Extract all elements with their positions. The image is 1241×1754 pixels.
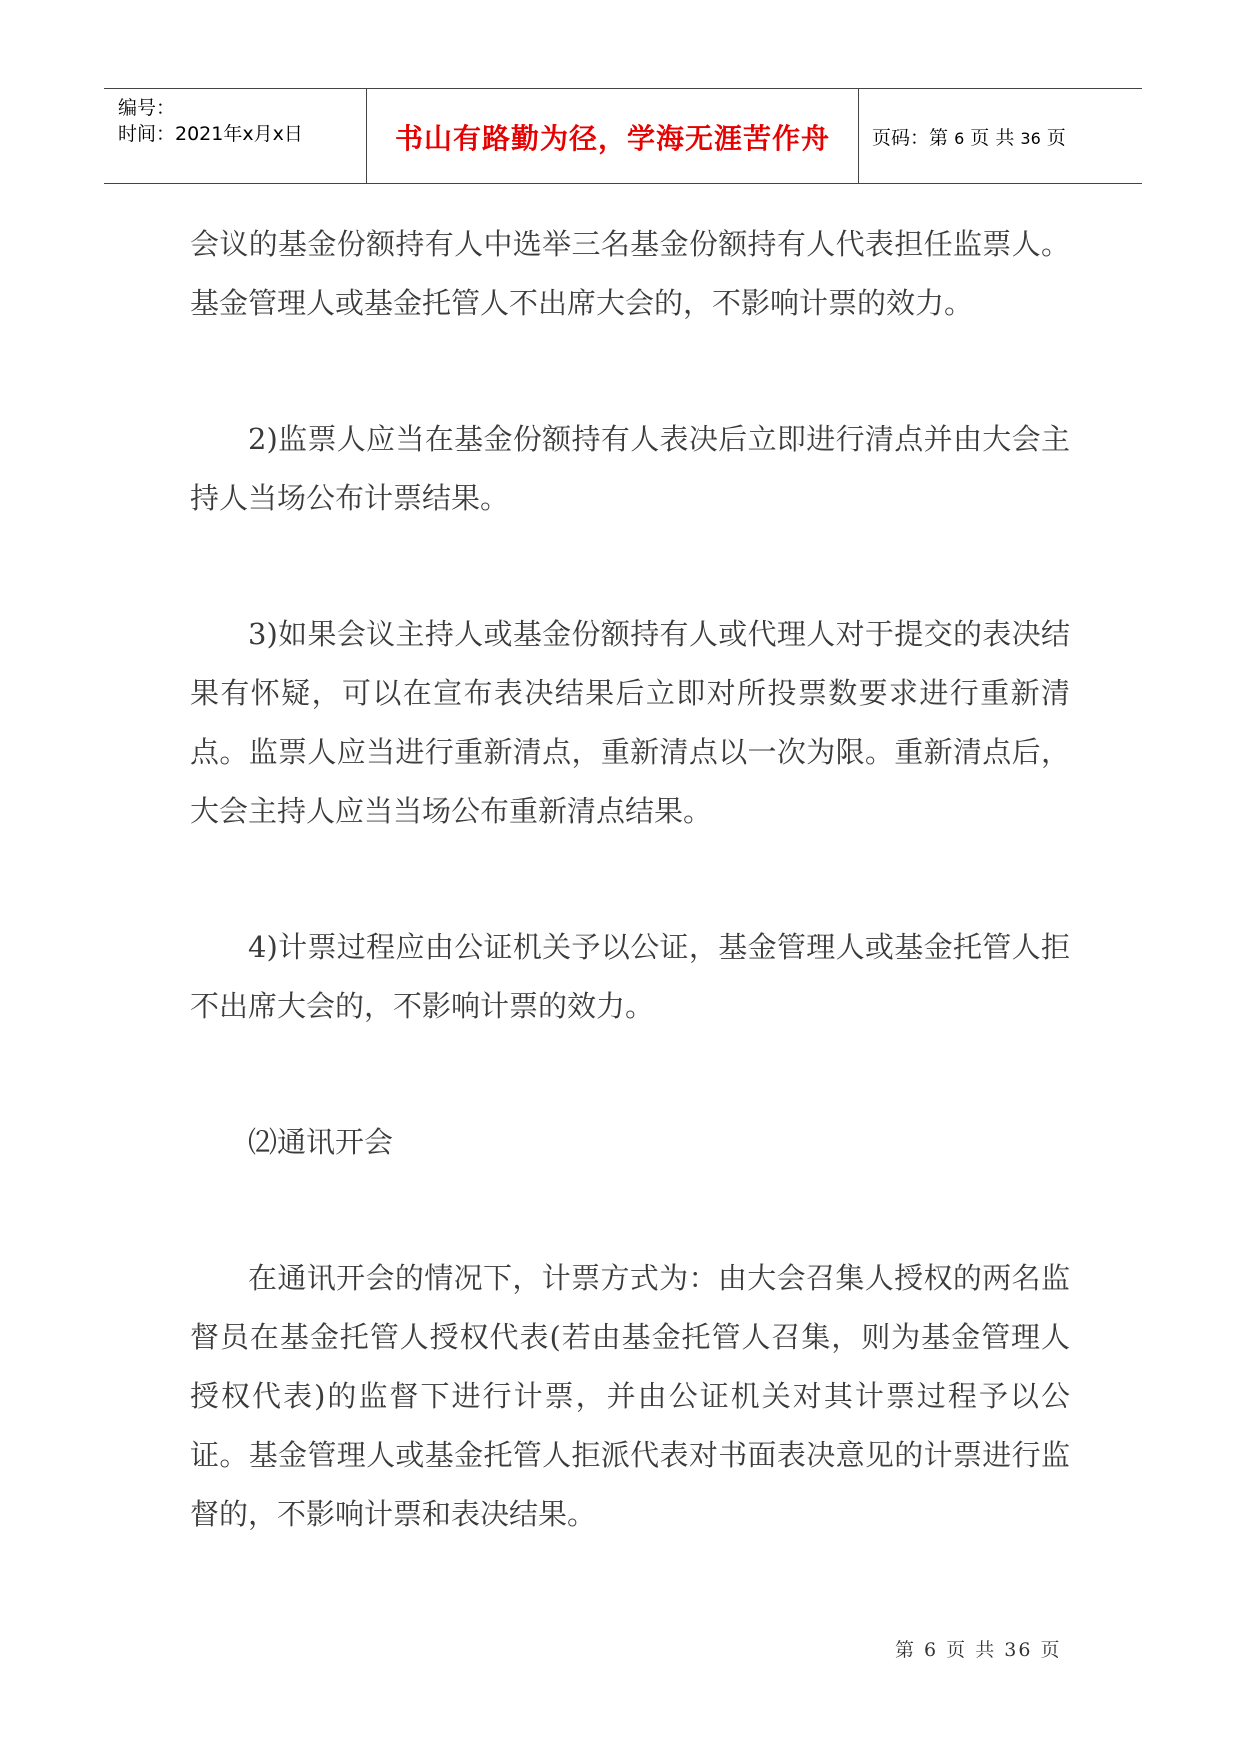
paragraph: 3)如果会议主持人或基金份额持有人或代理人对于提交的表决结果有怀疑，可以在宣布表决结果后立即对所投票数要求进行重新清点。监票人应当进行重新清点，重新清点以一次为限。重新清点后，大会主持人应当当场公布重新清点结果。 bbox=[190, 617, 1070, 828]
paragraph: 2)监票人应当在基金份额持有人表决后立即进行清点并由大会主持人当场公布计票结果。 bbox=[190, 422, 1070, 515]
header-motto: 书山有路勤为径，学海无涯苦作舟 bbox=[394, 122, 830, 155]
section-heading: ⑵通讯开会 bbox=[248, 1125, 394, 1159]
date-label: 时间：2021年x月x日 bbox=[118, 123, 303, 145]
document-body bbox=[190, 215, 1070, 1621]
page-suffix: 页 bbox=[1046, 127, 1066, 149]
page-total: 36 bbox=[1020, 129, 1041, 148]
page-footer: 第 6 页 共 36 页 bbox=[895, 1639, 1062, 1661]
paragraph: 在通讯开会的情况下，计票方式为：由大会召集人授权的两名监督员在基金托管人授权代表(若由基金托管人召集，则为基金管理人授权代表)的监督下进行计票，并由公证机关对其计票过程予以公证。基金管理人或基金托管人拒派代表对书面表决意见的计票进行监督的，不影响计票和表决结果。 bbox=[190, 1261, 1070, 1531]
page-header bbox=[104, 88, 1142, 184]
header-meta bbox=[118, 95, 303, 147]
page-prefix: 页码：第 bbox=[872, 127, 949, 149]
paragraph: 4)计票过程应由公证机关予以公证，基金管理人或基金托管人拒不出席大会的，不影响计票的效力。 bbox=[190, 930, 1070, 1023]
paragraph: 会议的基金份额持有人中选举三名基金份额持有人代表担任监票人。基金管理人或基金托管人不出席大会的，不影响计票的效力。 bbox=[190, 227, 1070, 320]
serial-number-label: 编号： bbox=[118, 97, 176, 119]
header-page-indicator bbox=[872, 123, 1066, 150]
header-divider-right bbox=[858, 89, 859, 183]
page-mid: 页 共 bbox=[970, 127, 1015, 149]
page-current: 6 bbox=[954, 129, 965, 148]
